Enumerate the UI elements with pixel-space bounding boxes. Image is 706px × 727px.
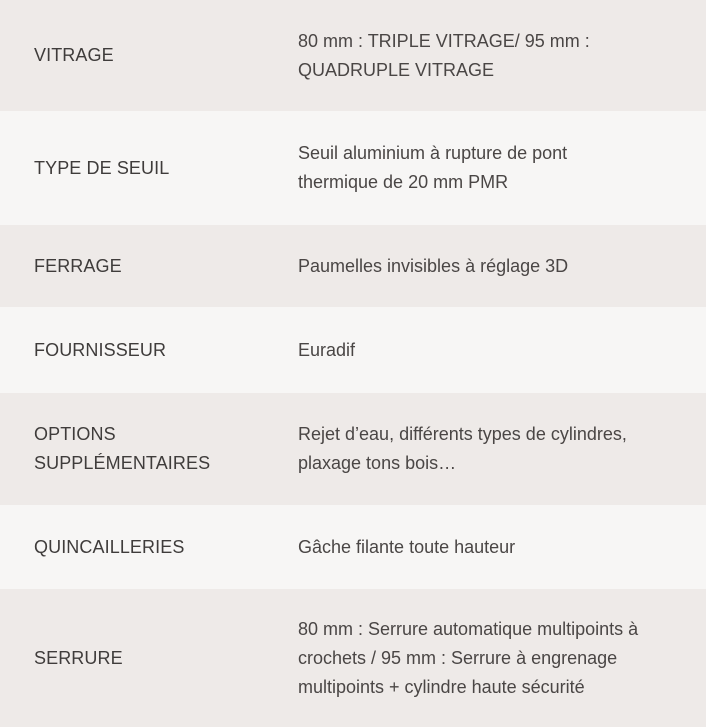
- spec-label: SERRURE: [34, 647, 123, 668]
- spec-label: FERRAGE: [34, 255, 122, 276]
- spec-row-quincailleries: [0, 505, 706, 589]
- spec-label: OPTIONS SUPPLÉMENTAIRES: [34, 424, 211, 473]
- spec-row-fournisseur: [0, 307, 706, 393]
- spec-value: Rejet d’eau, différents types de cylindres, plaxage tons bois…: [298, 424, 627, 473]
- spec-label: FOURNISSEUR: [34, 339, 167, 360]
- spec-value: 80 mm : TRIPLE VITRAGE/ 95 mm : QUADRUPLE VITRAGE: [298, 30, 590, 80]
- spec-value: Euradif: [298, 339, 356, 360]
- spec-label: TYPE DE SEUIL: [34, 157, 170, 178]
- spec-row-type-de-seuil: [0, 111, 706, 225]
- spec-label: VITRAGE: [34, 45, 114, 65]
- spec-value: Paumelles invisibles à réglage 3D: [298, 255, 569, 276]
- spec-row-options-supplementaires: [0, 393, 706, 505]
- spec-value: Seuil aluminium à rupture de pont thermique de 20 mm PMR: [298, 143, 568, 192]
- spec-label: QUINCAILLERIES: [34, 536, 185, 557]
- spec-value: 80 mm : Serrure automatique multipoints à crochets / 95 mm : Serrure à engrenage multipoints + cylindre haute sécurité: [298, 618, 639, 697]
- spec-row-serrure: [0, 589, 706, 727]
- spec-value: Gâche filante toute hauteur: [298, 536, 516, 557]
- spec-row-ferrage: [0, 225, 706, 307]
- spec-row-vitrage: [0, 0, 706, 111]
